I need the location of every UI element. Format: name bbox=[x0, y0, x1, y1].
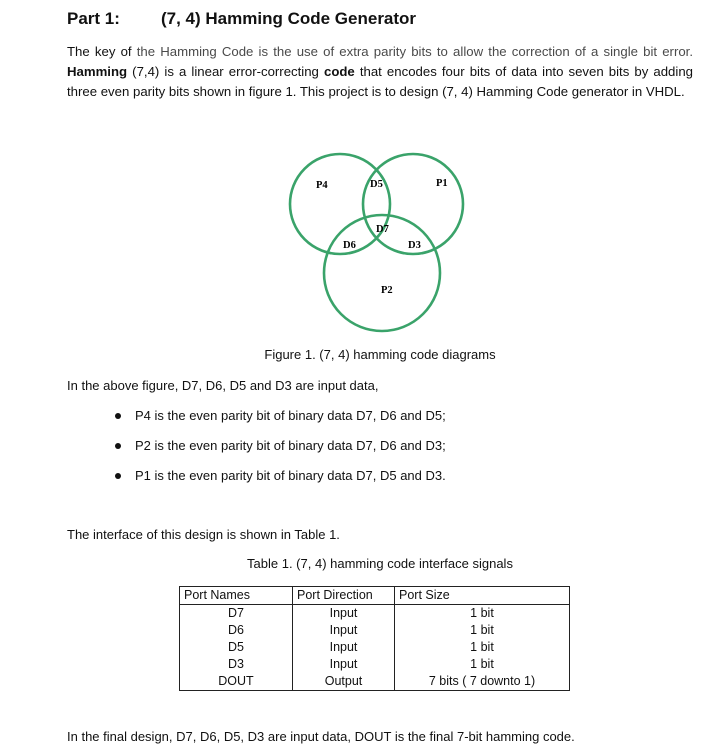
interface-text: The interface of this design is shown in Table 1. bbox=[67, 527, 340, 542]
table-row bbox=[180, 622, 570, 639]
table-cell: Input bbox=[293, 656, 395, 673]
interface-table bbox=[179, 586, 570, 691]
venn-circle-p1 bbox=[363, 154, 463, 254]
intro-s4: Hamming bbox=[67, 64, 128, 79]
table-cell: Input bbox=[293, 622, 395, 639]
bullet-dot-icon bbox=[115, 413, 121, 419]
bullet-item bbox=[115, 466, 446, 496]
venn-label-d6: D6 bbox=[343, 240, 356, 251]
bullet-dot-icon bbox=[115, 473, 121, 479]
table-caption: Table 1. (7, 4) hamming code interface signals bbox=[247, 556, 513, 571]
table-header-row bbox=[180, 587, 570, 605]
bullet-text: P1 is the even parity bit of binary data D7, D5 and D3. bbox=[135, 468, 446, 483]
parity-bullet-list bbox=[115, 406, 446, 496]
bullet-dot-icon bbox=[115, 443, 121, 449]
intro-s6: code bbox=[323, 64, 355, 79]
venn-circle-p4 bbox=[290, 154, 390, 254]
final-text: In the final design, D7, D6, D5, D3 are input data, DOUT is the final 7-bit hamming code. bbox=[67, 729, 575, 744]
table-cell: Input bbox=[293, 605, 395, 623]
table-row bbox=[180, 605, 570, 623]
page-title: (7, 4) Hamming Code Generator bbox=[161, 9, 417, 28]
venn-label-p1: P1 bbox=[436, 178, 448, 189]
table-cell: D3 bbox=[180, 656, 293, 673]
above-figure-text: In the above figure, D7, D6, D5 and D3 are input data, bbox=[67, 378, 379, 393]
table-cell: Output bbox=[293, 673, 395, 691]
table-row bbox=[180, 656, 570, 673]
part-label: Part 1: bbox=[67, 9, 120, 28]
venn-label-p4: P4 bbox=[316, 180, 328, 191]
bullet-item bbox=[115, 406, 446, 436]
venn-label-d3: D3 bbox=[408, 240, 421, 251]
table-cell: 1 bit bbox=[395, 639, 570, 656]
bullet-item bbox=[115, 436, 446, 466]
table-header: Port Names bbox=[180, 587, 293, 605]
venn-label-p2: P2 bbox=[381, 285, 393, 296]
table-cell: 7 bits ( 7 downto 1) bbox=[395, 673, 570, 691]
intro-s7: that encodes four bits of data into seven bits by adding three even parity bits shown in figure 1. This project is to design (7, 4) Hamming Code generator in VHDL. bbox=[67, 64, 693, 99]
intro-paragraph bbox=[67, 42, 693, 102]
intro-s5: (7,4) is a linear error-correcting bbox=[127, 64, 324, 79]
table-cell: DOUT bbox=[180, 673, 293, 691]
figure-caption: Figure 1. (7, 4) hamming code diagrams bbox=[264, 347, 496, 362]
table-cell: Input bbox=[293, 639, 395, 656]
bullet-text: P4 is the even parity bit of binary data D7, D6 and D5; bbox=[135, 408, 446, 423]
venn-label-d7: D7 bbox=[376, 224, 389, 235]
intro-s2: the Hamming Code is the use of extra parity bits to allow the correction of a single bit error. bbox=[136, 44, 693, 59]
table-cell: 1 bit bbox=[395, 605, 570, 623]
table-cell: 1 bit bbox=[395, 656, 570, 673]
table-cell: D7 bbox=[180, 605, 293, 623]
table-header: Port Size bbox=[395, 587, 570, 605]
table-header: Port Direction bbox=[293, 587, 395, 605]
table-cell: D5 bbox=[180, 639, 293, 656]
venn-label-d5: D5 bbox=[370, 179, 383, 190]
intro-s1: The key of bbox=[67, 44, 137, 59]
bullet-text: P2 is the even parity bit of binary data D7, D6 and D3; bbox=[135, 438, 446, 453]
table-cell: D6 bbox=[180, 622, 293, 639]
table-row bbox=[180, 673, 570, 691]
table-row bbox=[180, 639, 570, 656]
table-cell: 1 bit bbox=[395, 622, 570, 639]
venn-diagram bbox=[280, 138, 480, 343]
